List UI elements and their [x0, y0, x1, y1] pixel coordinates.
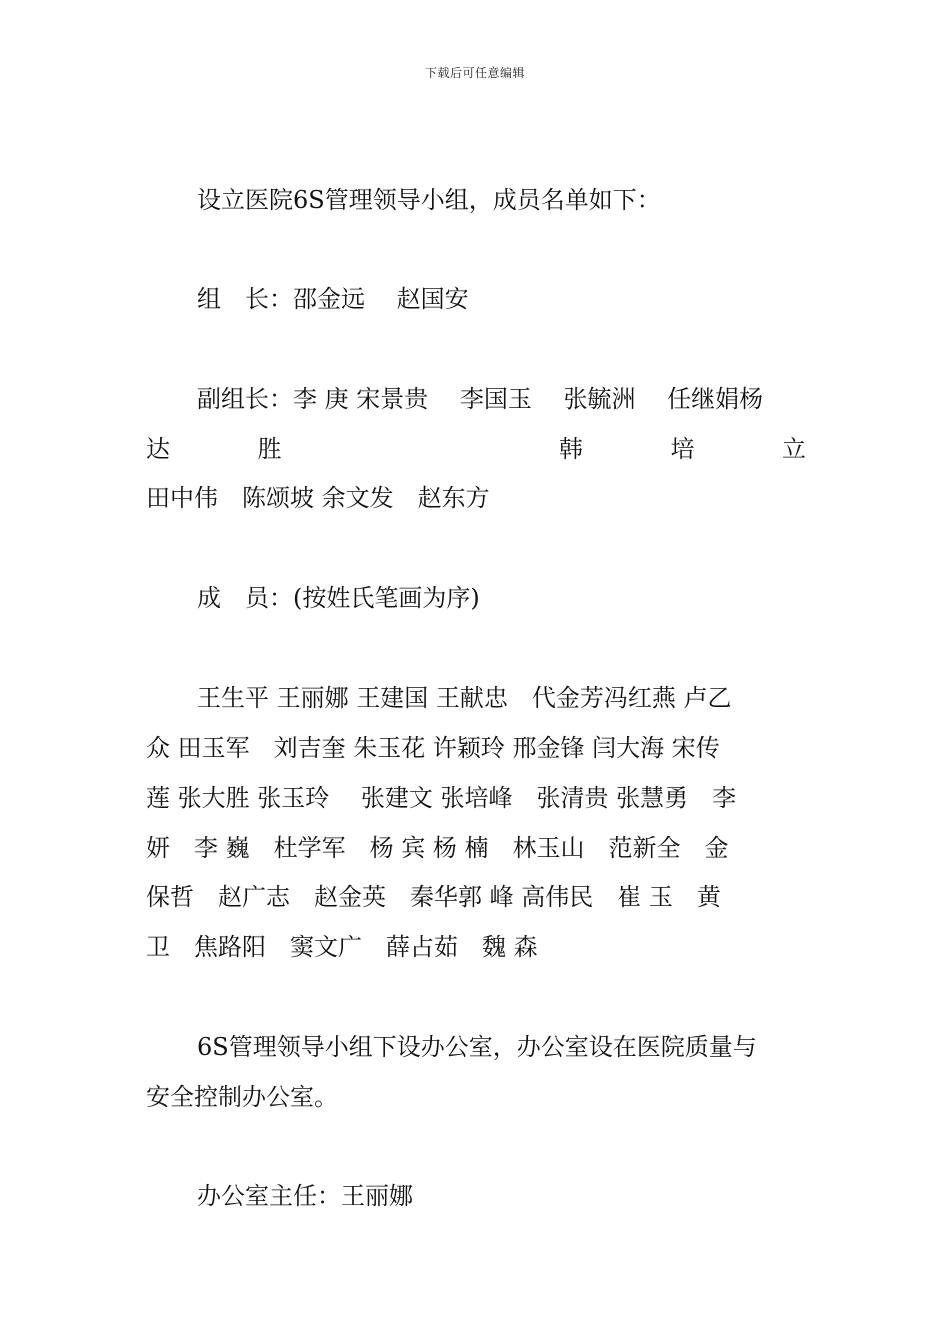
members-line: 众 田玉军 刘吉奎 朱玉花 许颖玲 邢金锋 闫大海 宋传 — [146, 734, 720, 762]
deputy-leaders-line-1: 副组长：李 庚 宋景贵 李国玉 张毓洲 任继娟杨 — [197, 385, 764, 413]
members-heading: 成 员：(按姓氏笔画为序) — [197, 584, 480, 612]
leader-line: 组 长：邵金远 赵国安 — [197, 285, 469, 313]
office-paragraph-line-1: 6S管理领导小组下设办公室，办公室设在医院质量与 — [197, 1033, 757, 1061]
office-director-line: 办公室主任：王丽娜 — [197, 1182, 413, 1210]
office-paragraph-line-2: 安全控制办公室。 — [146, 1083, 338, 1111]
page-header: 下载后可任意编辑 — [424, 66, 525, 80]
deputy-leaders-line-2 — [146, 433, 806, 465]
intro-paragraph: 设立医院6S管理领导小组，成员名单如下： — [197, 186, 661, 214]
members-line: 妍 李 巍 杜学军 杨 宾 杨 楠 林玉山 范新全 金 — [146, 834, 729, 862]
deputy-word: 培 — [670, 435, 695, 463]
deputy-word: 韩 — [559, 435, 583, 463]
members-line: 保哲 赵广志 赵金英 秦华郭 峰 高伟民 崔 玉 黄 — [146, 883, 721, 911]
deputy-word: 立 — [782, 435, 806, 463]
deputy-word: 胜 — [257, 435, 282, 463]
members-line: 王生平 王丽娜 王建国 王献忠 代金芳冯红燕 卢乙 — [197, 684, 732, 712]
members-line: 莲 张大胜 张玉玲 张建文 张培峰 张清贵 张慧勇 李 — [146, 784, 737, 812]
deputy-word: 达 — [146, 435, 170, 463]
members-line: 卫 焦路阳 窦文广 薛占茹 魏 森 — [146, 933, 538, 961]
deputy-leaders-line-3: 田中伟 陈颂坡 余文发 赵东方 — [146, 484, 490, 512]
